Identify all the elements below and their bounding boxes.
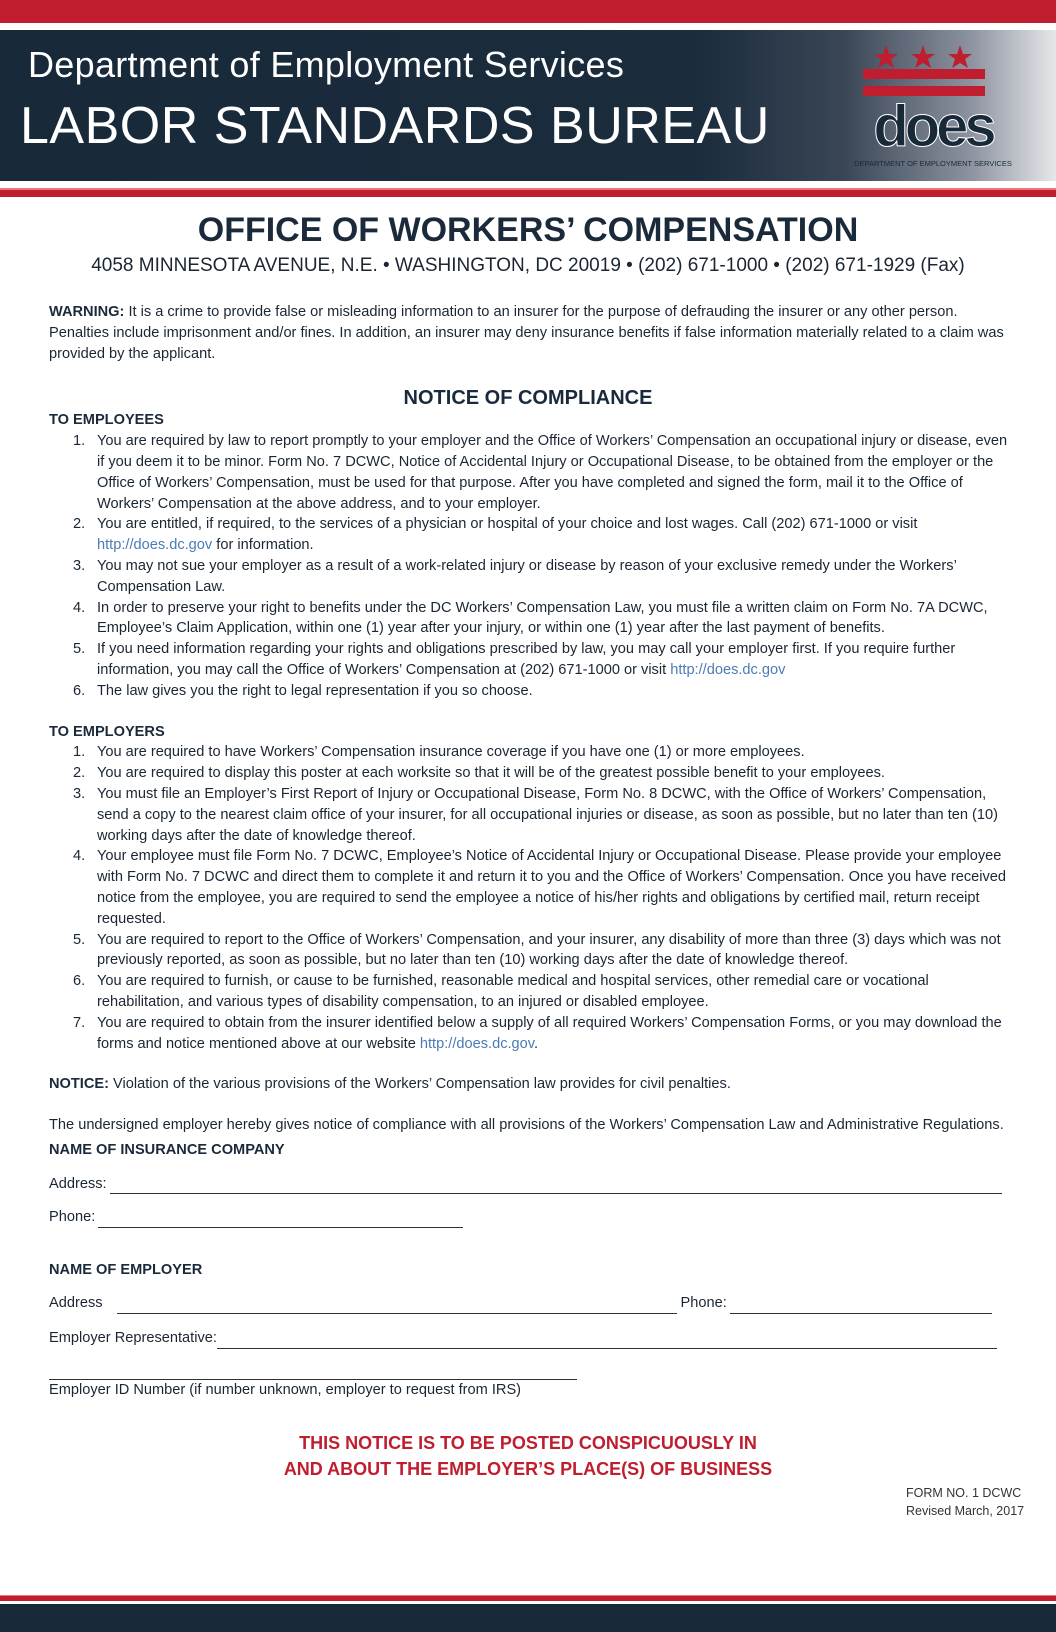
does-link[interactable]: http://does.dc.gov bbox=[97, 537, 213, 554]
top-red-bar bbox=[0, 0, 1056, 23]
list-item: 2. You are entitled, if required, to the services of a physician or hospital of your choice and lost wages. Call (202) 671-1000 or visit http://does.dc.gov for information. bbox=[73, 516, 918, 554]
employer-phone-field[interactable]: Phone: bbox=[681, 1293, 992, 1314]
list-item: 6. You are required to furnish, or cause to be furnished, reasonable medical and hospital services, other remedial care or vocational rehabilitation, and various types of disability compensation, to an injured or disabled employee. bbox=[73, 973, 929, 1010]
star-icon bbox=[874, 45, 972, 68]
office-address: 4058 MINNESOTA AVENUE, N.E. • WASHINGTON, DC 20019 • (202) 671-1000 • (202) 671-1929 (Fax) bbox=[91, 255, 965, 276]
notice-heading: NOTICE OF COMPLIANCE bbox=[403, 387, 653, 410]
posting-notice: THIS NOTICE IS TO BE POSTED CONSPICUOUSLY IN AND ABOUT THE EMPLOYER’S PLACE(S) OF BUSINESS bbox=[283, 1433, 773, 1480]
list-item: 5. If you need information regarding your rights and obligations prescribed by law, you may call your employer first. If you require further information, you may call the Office of Workers’ Compensation at (202) 671-1000 or visit http://does.dc.gov bbox=[73, 641, 956, 678]
svg-text:does: does bbox=[873, 94, 993, 159]
insurance-address-field[interactable]: Address: bbox=[49, 1174, 1056, 1195]
insurance-phone-field[interactable]: Phone: bbox=[49, 1207, 1056, 1228]
list-item: 6. The law gives you the right to legal representation if you so choose. bbox=[73, 682, 533, 699]
employees-list bbox=[49, 431, 1015, 701]
list-item: 3. You may not sue your employer as a result of a work-related injury or disease by reason of your exclusive remedy under the Workers’ Compensation Law. bbox=[73, 557, 957, 595]
form-number: FORM NO. 1 DCWC Revised March, 2017 bbox=[906, 1486, 1025, 1519]
employer-representative-field[interactable]: Employer Representative: bbox=[49, 1328, 1056, 1349]
warning-paragraph bbox=[49, 302, 1015, 364]
list-item: 5. You are required to report to the Office of Workers’ Compensation, and your insurer, any disability of more than three (3) days which was not previously reported, as soon as possible, but no later than ten (10) working days after the date of knowledge thereof. bbox=[73, 931, 1001, 969]
list-item: 4. In order to preserve your right to benefits under the DC Workers’ Compensation Law, you must file a written claim on Form No. 7A DCWC, Employee’s Claim Application, within one (1) year after your injury, or within one (1) year after the last payment of benefits. bbox=[73, 599, 988, 637]
list-item: 7. You are required to obtain from the insurer identified below a supply of all required Workers’ Compensation Forms, or you may download the forms and notice mentioned above at our website http://does.dc.gov. bbox=[73, 1014, 1002, 1052]
header-red-line bbox=[0, 188, 1056, 197]
employer-id-label: Employer ID Number (if number unknown, employer to request from IRS) bbox=[49, 1381, 522, 1398]
employers-heading: TO EMPLOYERS bbox=[49, 723, 165, 740]
office-title: OFFICE OF WORKERS’ COMPENSATION bbox=[197, 211, 859, 249]
notice-paragraph: NOTICE: Violation of the various provisions of the Workers’ Compensation law provides for civil penalties. bbox=[49, 1076, 731, 1093]
employees-heading: TO EMPLOYEES bbox=[49, 412, 164, 429]
header-title: LABOR STANDARDS BUREAU bbox=[20, 97, 770, 155]
undersigned-paragraph: The undersigned employer hereby gives notice of compliance with all provisions of the Workers’ Compensation Law and Administrative Regulations. bbox=[49, 1117, 1004, 1134]
header-subtitle: Department of Employment Services bbox=[28, 44, 625, 85]
footer-red-line bbox=[0, 1595, 1056, 1601]
warning-text: It is a crime to provide false or misleading information to an insurer for the purpose of defrauding the insurer or any other person. Penalties include imprisonment and/or fines. In addition, an insurer may deny insurance benefits if false information materially related to a claim was provided by the applicant. bbox=[49, 304, 1004, 362]
does-link[interactable]: http://does.dc.gov bbox=[419, 1035, 534, 1052]
footer-bar bbox=[0, 1604, 1056, 1632]
list-item: 1. You are required to have Workers’ Compensation insurance coverage if you have one (1) or more employees. bbox=[73, 744, 805, 761]
insurance-heading: NAME OF INSURANCE COMPANY bbox=[49, 1141, 285, 1158]
does-link[interactable]: http://does.dc.gov bbox=[670, 661, 786, 678]
employer-heading: NAME OF EMPLOYER bbox=[49, 1262, 203, 1279]
list-item: 2. You are required to display this poster at each worksite so that it will be of the greatest possible benefit to your employees. bbox=[73, 765, 885, 782]
list-item: 3. You must file an Employer’s First Report of Injury or Occupational Disease, Form No. 8 DCWC, with the Office of Workers’ Compensation, send a copy to the nearest claim office of your insurer, for all occupational injuries or disease, as soon as possible, but no later than ten (10) working days after the date of knowledge thereof. bbox=[73, 785, 998, 844]
list-item: 4. Your employee must file Form No. 7 DCWC, Employee’s Notice of Accidental Injury or Occupational Disease. Please provide your employee with Form No. 7 DCWC and direct them to complete it and return it to you and the Office of Workers’ Compensation. Once you have received notice from the employee, you are required to send the employee a notice of his/her rights and obligations by certified mail, return receipt requested. bbox=[73, 848, 1007, 927]
svg-text:DEPARTMENT OF EMPLOYMENT SERVI: DEPARTMENT OF EMPLOYMENT SERVICES bbox=[854, 159, 1012, 168]
list-item: 1. You are required by law to report promptly to your employer and the Office of Workers’ Compensation an occupational injury or disease, even if you deem it to be minor. Form No. 7 DCWC, Notice of Accidental Injury or Occupational Disease, to be obtained from the employer or the Office of Workers’ Compensation, must be used for that purpose. After you have completed and signed the form, mail it to the Office of Workers’ Compensation at the above address, and to your employer. bbox=[73, 433, 1008, 512]
warning-label: WARNING: bbox=[49, 304, 125, 320]
does-logo bbox=[838, 40, 1028, 175]
notice-content bbox=[0, 210, 1056, 1520]
employers-list bbox=[49, 742, 1015, 1054]
employer-address-field[interactable]: Address bbox=[49, 1293, 677, 1314]
